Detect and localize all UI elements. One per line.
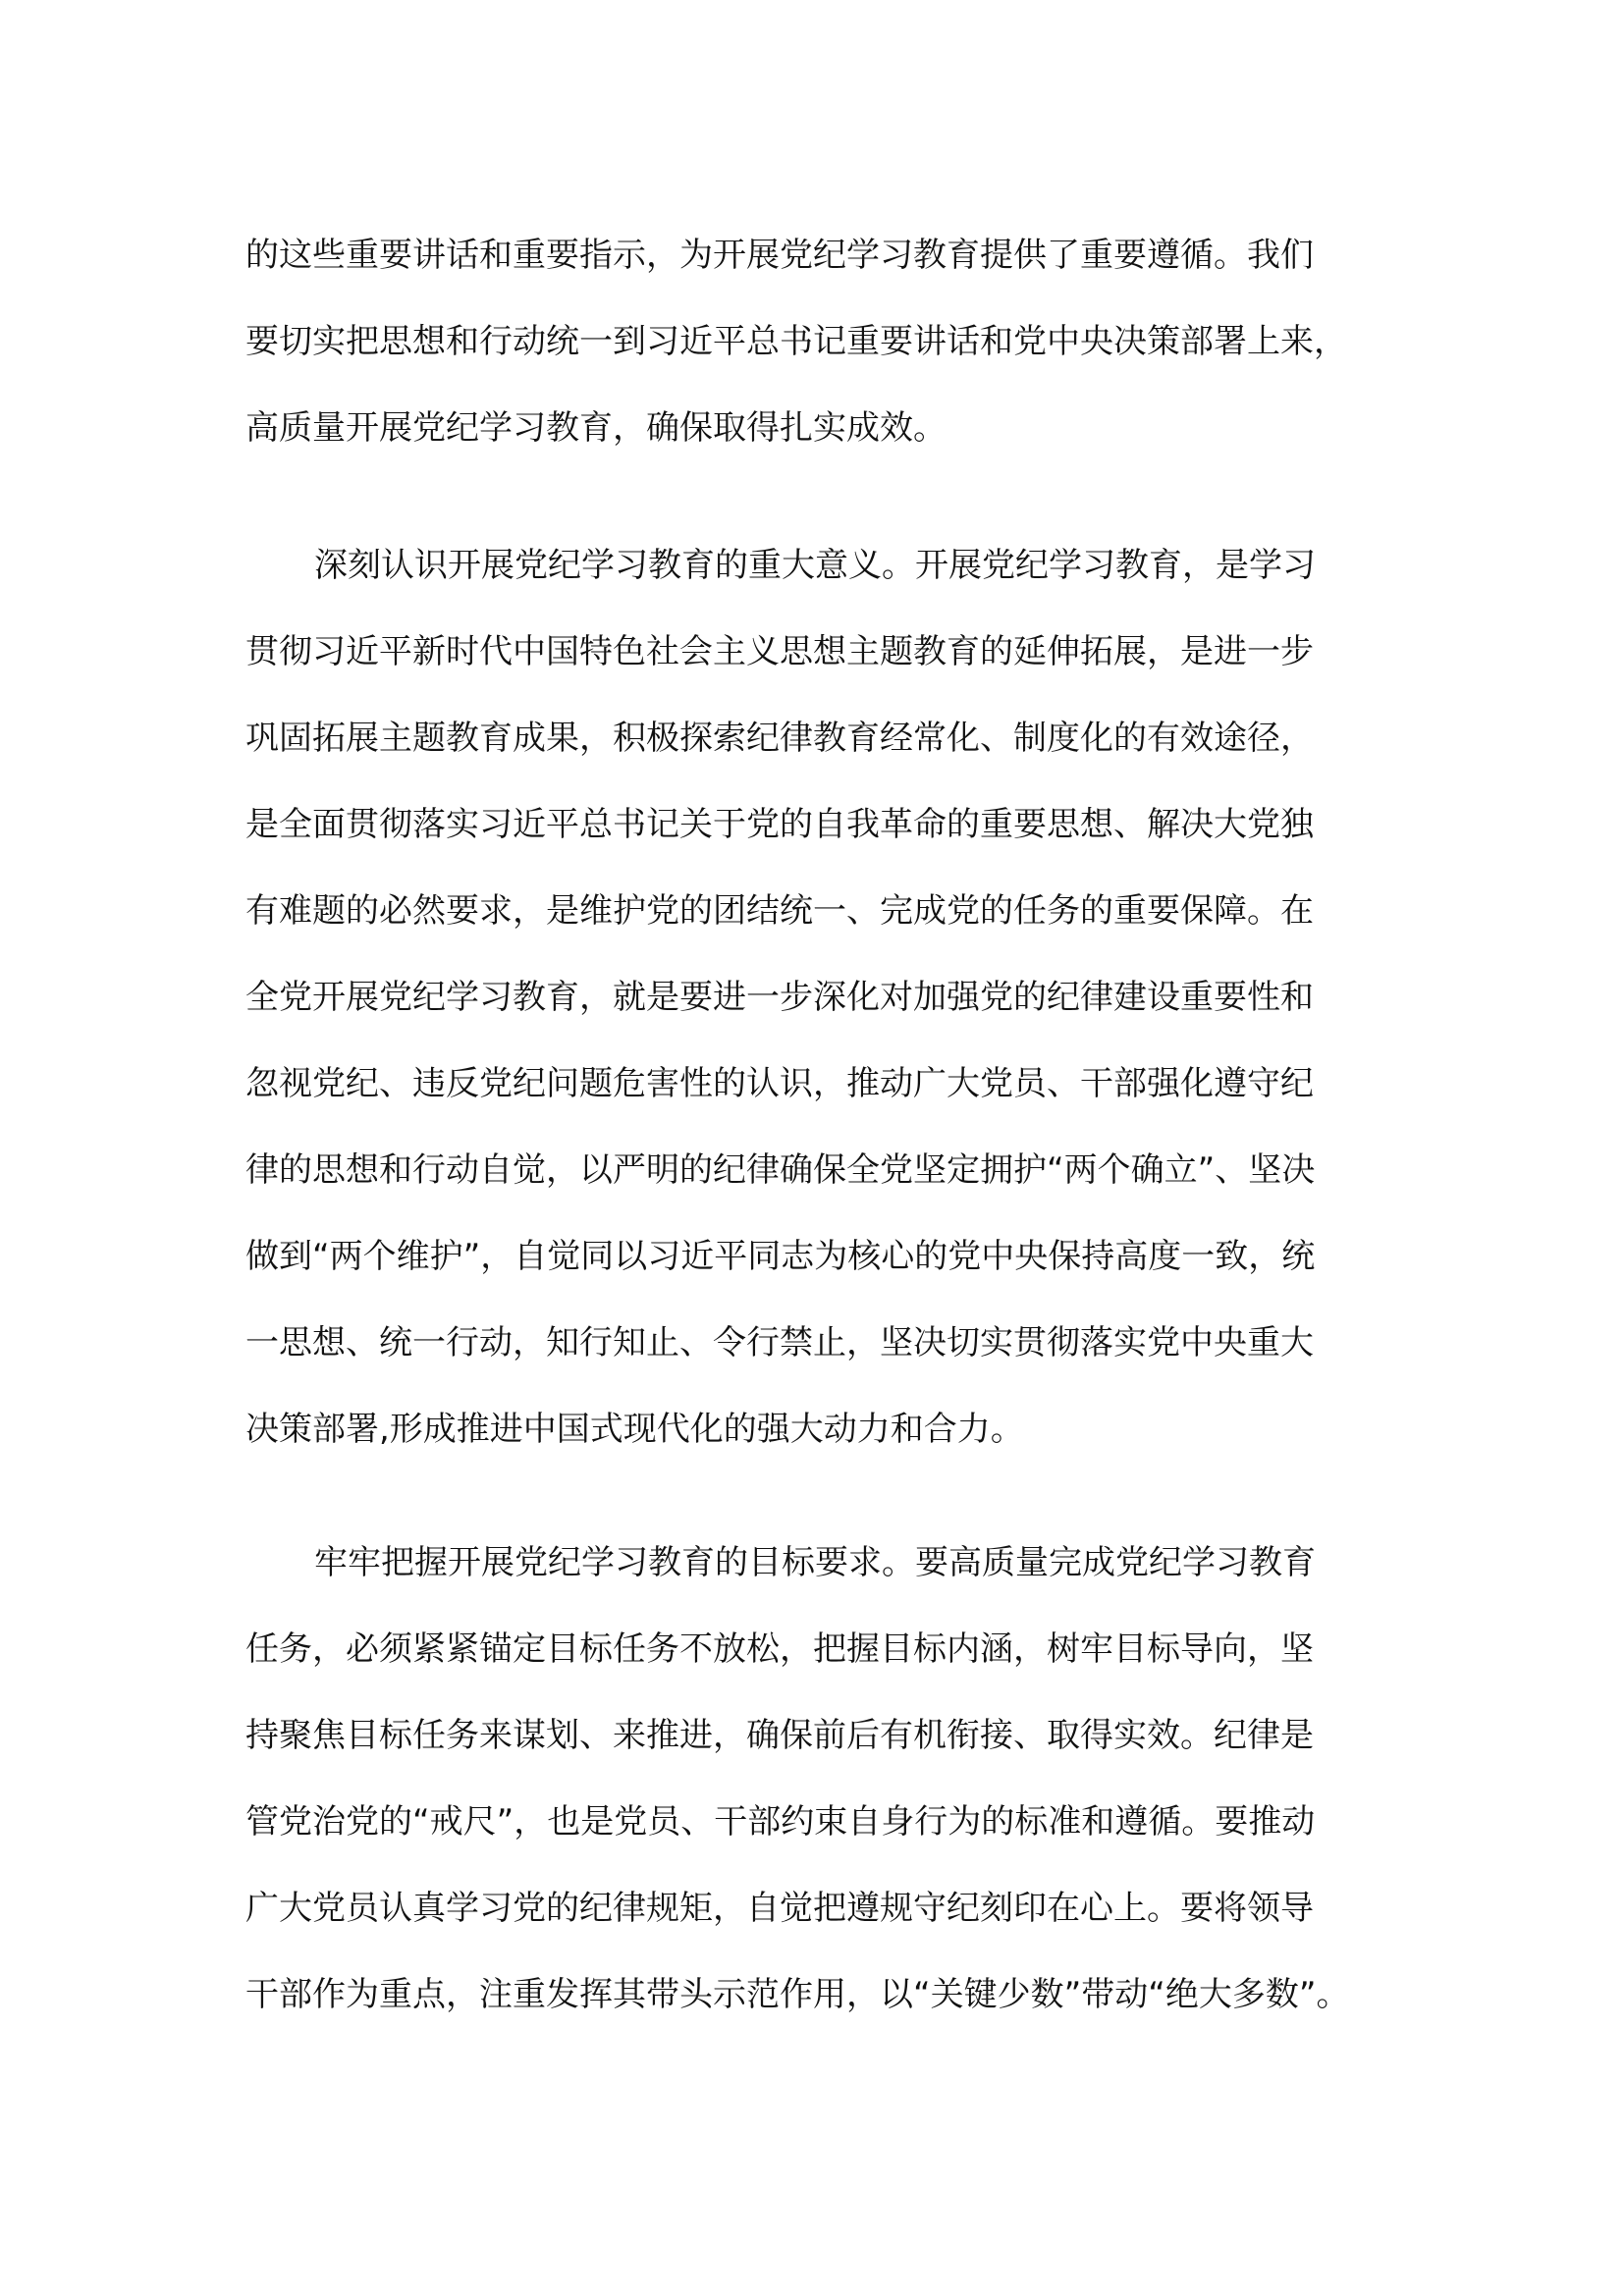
paragraph-line: 要切实把思想和行动统一到习近平总书记重要讲话和党中央决策部署上来， — [245, 322, 1347, 361]
paragraph-line: 有难题的必然要求，是维护党的团结统一、完成党的任务的重要保障。在 — [245, 891, 1314, 931]
paragraph-line: 律的思想和行动自觉，以严明的纪律确保全党坚定拥护“两个确立”、坚决 — [245, 1150, 1316, 1190]
paragraph-line: 忽视党纪、违反党纪问题危害性的认识，推动广大党员、干部强化遵守纪 — [245, 1064, 1314, 1103]
paragraph-line: 深刻认识开展党纪学习教育的重大意义。开展党纪学习教育，是学习 — [314, 546, 1316, 585]
paragraph-line: 持聚焦目标任务来谋划、来推进，确保前后有机衔接、取得实效。纪律是 — [245, 1716, 1314, 1755]
paragraph-line: 巩固拓展主题教育成果，积极探索纪律教育经常化、制度化的有效途径， — [245, 719, 1314, 758]
paragraph-line: 做到“两个维护”，自觉同以习近平同志为核心的党中央保持高度一致，统 — [245, 1237, 1316, 1276]
paragraph-line: 干部作为重点，注重发挥其带头示范作用，以“关键少数”带动“绝大多数”。 — [245, 1975, 1350, 2014]
paragraph-line: 是全面贯彻落实习近平总书记关于党的自我革命的重要思想、解决大党独 — [245, 805, 1314, 844]
paragraph-line: 广大党员认真学习党的纪律规矩，自觉把遵规守纪刻印在心上。要将领导 — [245, 1889, 1314, 1928]
paragraph-line: 牢牢把握开展党纪学习教育的目标要求。要高质量完成党纪学习教育 — [314, 1543, 1316, 1582]
paragraph-line: 的这些重要讲话和重要指示，为开展党纪学习教育提供了重要遵循。我们 — [245, 236, 1314, 275]
paragraph-line: 决策部署,形成推进中国式现代化的强大动力和合力。 — [245, 1410, 1024, 1449]
paragraph-line: 管党治党的“戒尺”，也是党员、干部约束自身行为的标准和遵循。要推动 — [245, 1802, 1316, 1842]
paragraph-line: 贯彻习近平新时代中国特色社会主义思想主题教育的延伸拓展，是进一步 — [245, 632, 1314, 671]
paragraph-line: 任务，必须紧紧锚定目标任务不放松，把握目标内涵，树牢目标导向，坚 — [245, 1629, 1314, 1669]
paragraph-line: 全党开展党纪学习教育，就是要进一步深化对加强党的纪律建设重要性和 — [245, 978, 1314, 1017]
paragraph-line: 一思想、统一行动，知行知止、令行禁止，坚决切实贯彻落实党中央重大 — [245, 1323, 1314, 1362]
paragraph-line: 高质量开展党纪学习教育，确保取得扎实成效。 — [245, 408, 947, 448]
